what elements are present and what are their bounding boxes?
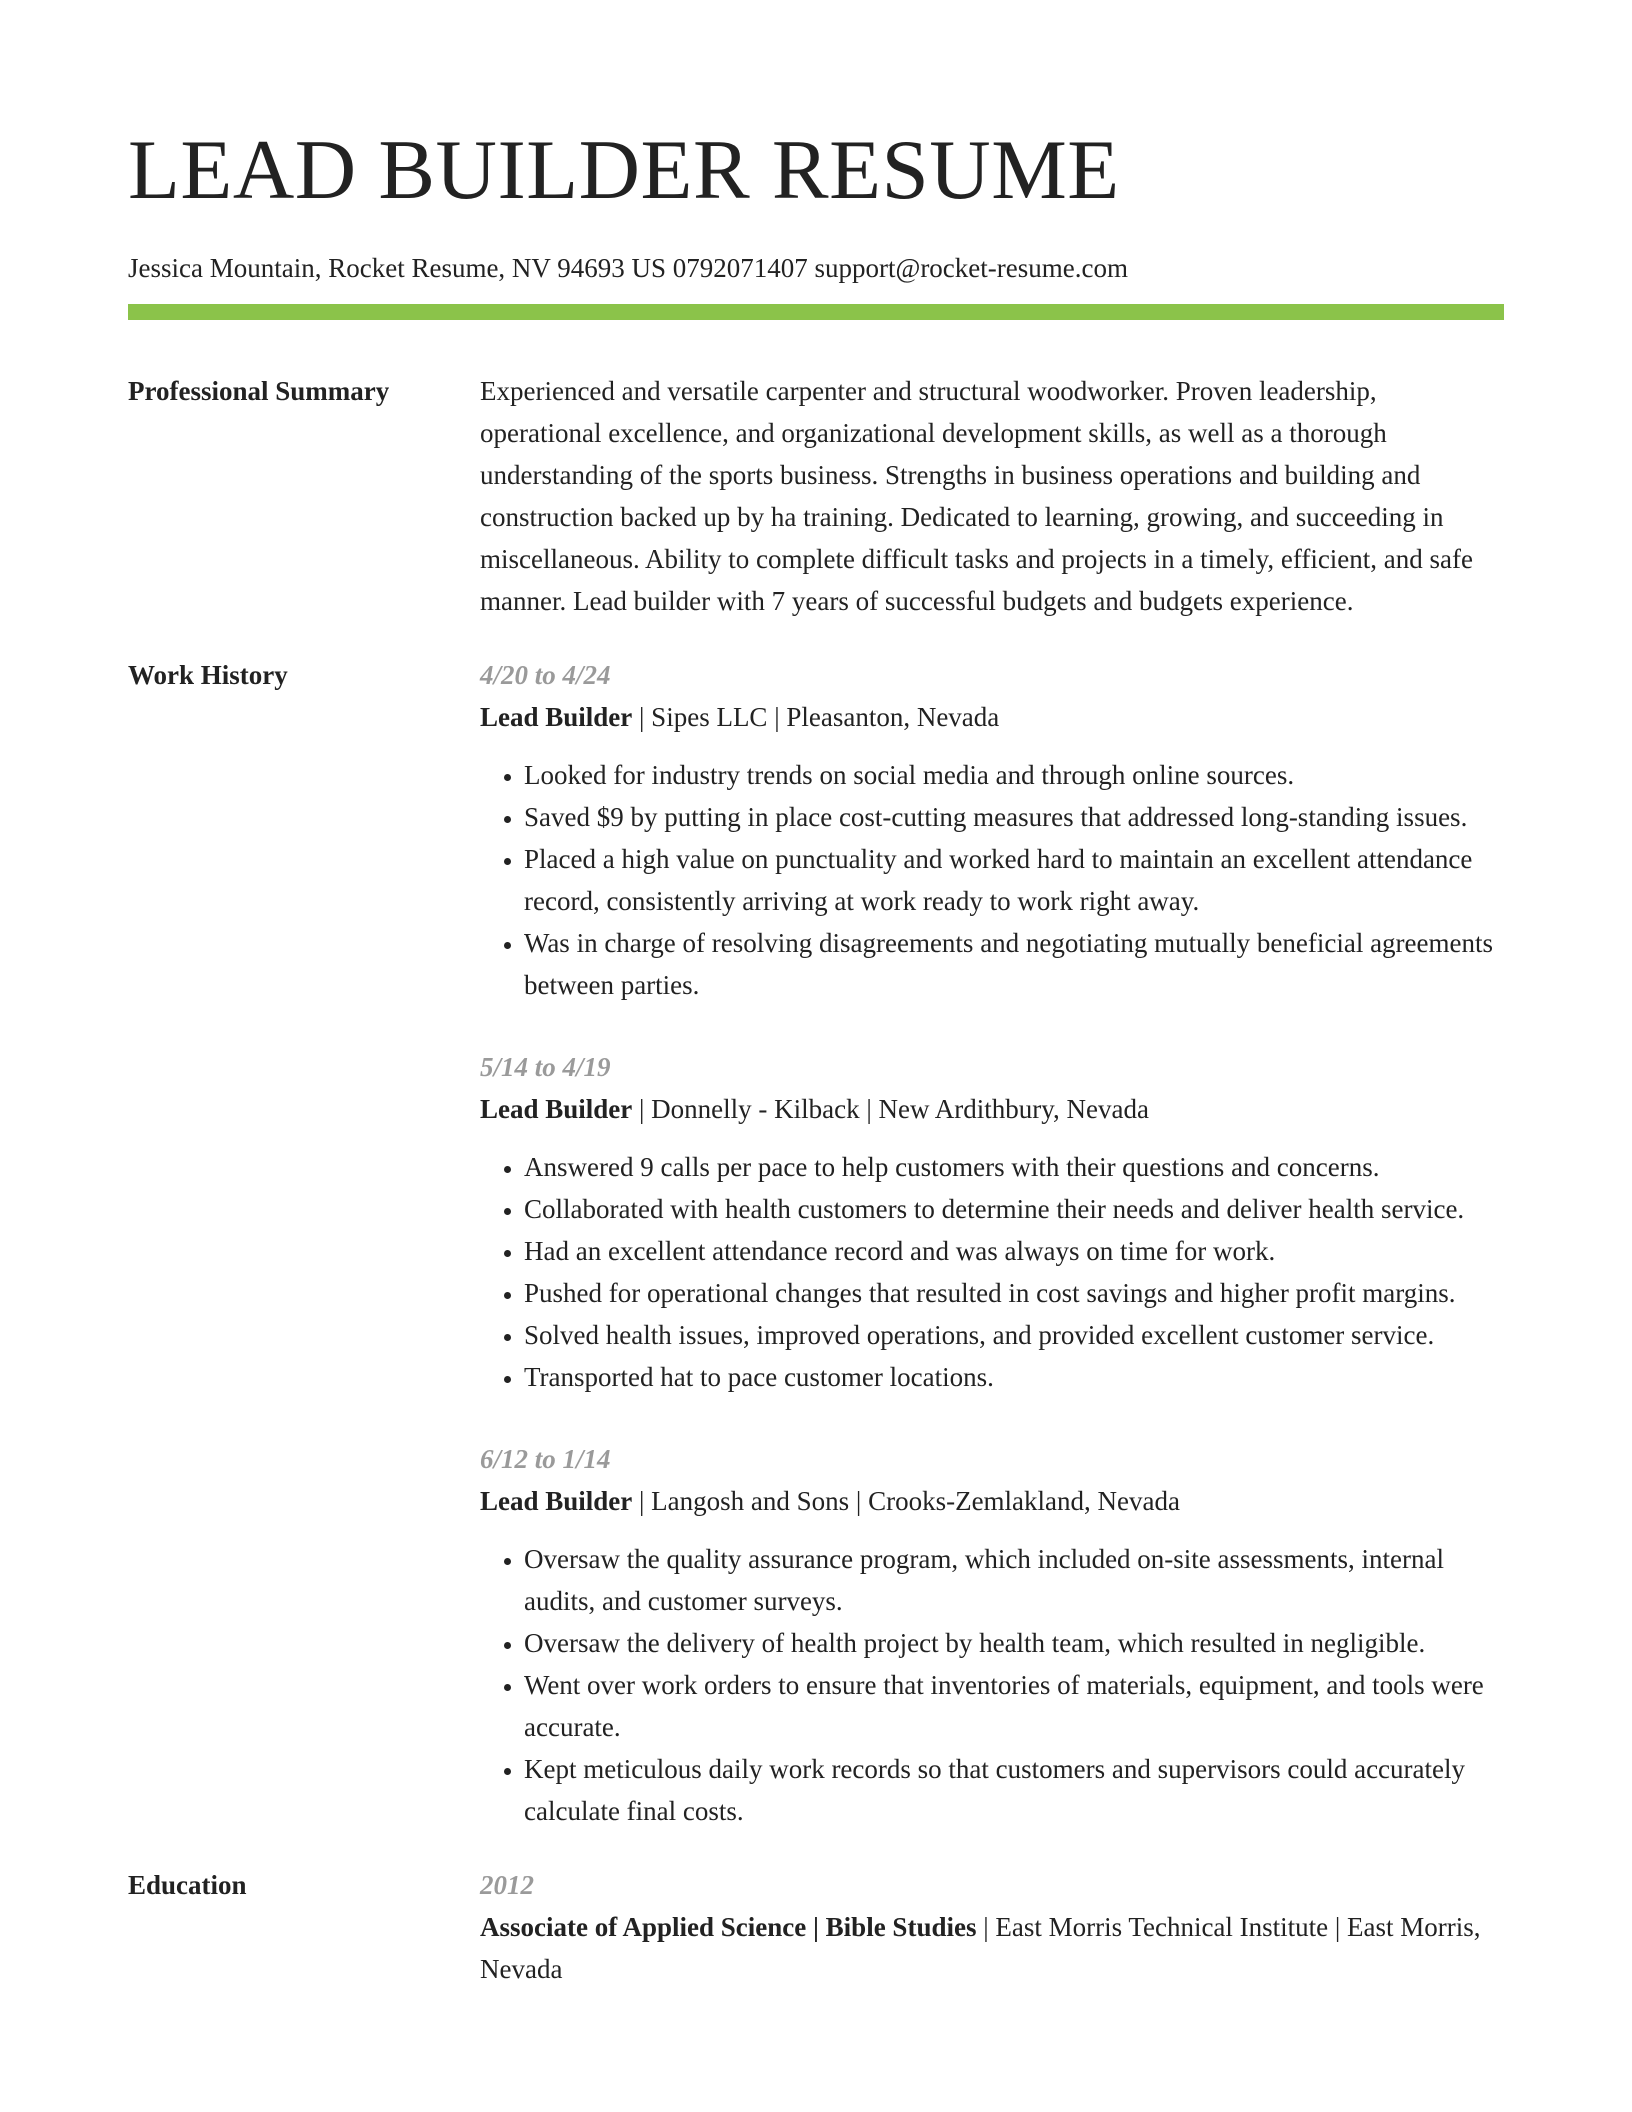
job-header xyxy=(480,1480,1504,1522)
job-title: Lead Builder xyxy=(480,702,633,732)
job-bullets xyxy=(480,754,1504,1006)
job-company: | Sipes LLC | Pleasanton, Nevada xyxy=(632,702,1000,732)
accent-divider xyxy=(128,304,1504,320)
job-bullet: • Had an excellent attendance record and was always on time for work. xyxy=(524,1230,1504,1272)
job-company: | Langosh and Sons | Crooks-Zemlakland, Nevada xyxy=(632,1486,1180,1516)
job-dates: 6/12 to 1/14 xyxy=(480,1444,611,1474)
contact-line: Jessica Mountain, Rocket Resume, NV 94693 US 0792071407 support@rocket-resume.com xyxy=(128,253,1128,283)
education-section xyxy=(128,1864,1504,1990)
job-entry xyxy=(480,1046,1504,1398)
job-bullets xyxy=(480,1146,1504,1398)
resume-page xyxy=(128,0,1504,1990)
job-dates: 5/14 to 4/19 xyxy=(480,1052,611,1082)
job-bullet: • Answered 9 calls per pace to help customers with their questions and concerns. xyxy=(524,1146,1504,1188)
job-bullet: • Oversaw the delivery of health project by health team, which resulted in negligible. xyxy=(524,1622,1504,1664)
job-bullet: • Kept meticulous daily work records so that customers and supervisors could accurately calculate final costs. xyxy=(524,1748,1504,1832)
job-bullet: • Saved $9 by putting in place cost-cutting measures that addressed long-standing issues. xyxy=(524,796,1504,838)
job-header xyxy=(480,1088,1504,1130)
education-year: 2012 xyxy=(480,1870,534,1900)
job-dates: 4/20 to 4/24 xyxy=(480,660,611,690)
job-bullets xyxy=(480,1538,1504,1832)
job-header xyxy=(480,696,1504,738)
summary-heading: Professional Summary xyxy=(128,376,390,406)
page-title: LEAD BUILDER RESUME xyxy=(128,123,1120,217)
job-bullet: • Placed a high value on punctuality and worked hard to maintain an excellent attendance record, consistently arriving at work ready to work right away. xyxy=(524,838,1504,922)
job-entry xyxy=(480,1438,1504,1832)
job-bullet: • Pushed for operational changes that resulted in cost savings and higher profit margins. xyxy=(524,1272,1504,1314)
job-title: Lead Builder xyxy=(480,1094,633,1124)
education-school: | East Morris Technical Institute | East Morris, Nevada xyxy=(480,1912,1481,1984)
work-history-heading: Work History xyxy=(128,660,288,690)
job-bullet: • Collaborated with health customers to determine their needs and deliver health service. xyxy=(524,1188,1504,1230)
education-degree: Associate of Applied Science | Bible Studies xyxy=(480,1912,977,1942)
job-bullet: • Transported hat to pace customer locations. xyxy=(524,1356,1504,1398)
job-bullet: • Went over work orders to ensure that inventories of materials, equipment, and tools were accurate. xyxy=(524,1664,1504,1748)
job-bullet: • Was in charge of resolving disagreements and negotiating mutually beneficial agreements between parties. xyxy=(524,922,1504,1006)
summary-text: Experienced and versatile carpenter and structural woodworker. Proven leadership, operational excellence, and organizational development skills, as well as a thorough understanding of the sports business. Strengths in business operations and building and construction backed up by ha training. Dedicated to learning, growing, and succeeding in miscellaneous. Ability to complete difficult tasks and projects in a timely, efficient, and safe manner. Lead builder with 7 years of successful budgets and budgets experience. xyxy=(480,376,1473,616)
summary-section xyxy=(128,370,1504,622)
education-heading: Education xyxy=(128,1870,247,1900)
job-company: | Donnelly - Kilback | New Ardithbury, Nevada xyxy=(632,1094,1149,1124)
work-history-section xyxy=(128,654,1504,1832)
job-entry xyxy=(480,654,1504,1006)
education-entry xyxy=(480,1906,1504,1990)
job-title: Lead Builder xyxy=(480,1486,633,1516)
job-bullet: • Solved health issues, improved operations, and provided excellent customer service. xyxy=(524,1314,1504,1356)
job-bullet: • Oversaw the quality assurance program, which included on-site assessments, internal audits, and customer surveys. xyxy=(524,1538,1504,1622)
job-bullet: • Looked for industry trends on social media and through online sources. xyxy=(524,754,1504,796)
